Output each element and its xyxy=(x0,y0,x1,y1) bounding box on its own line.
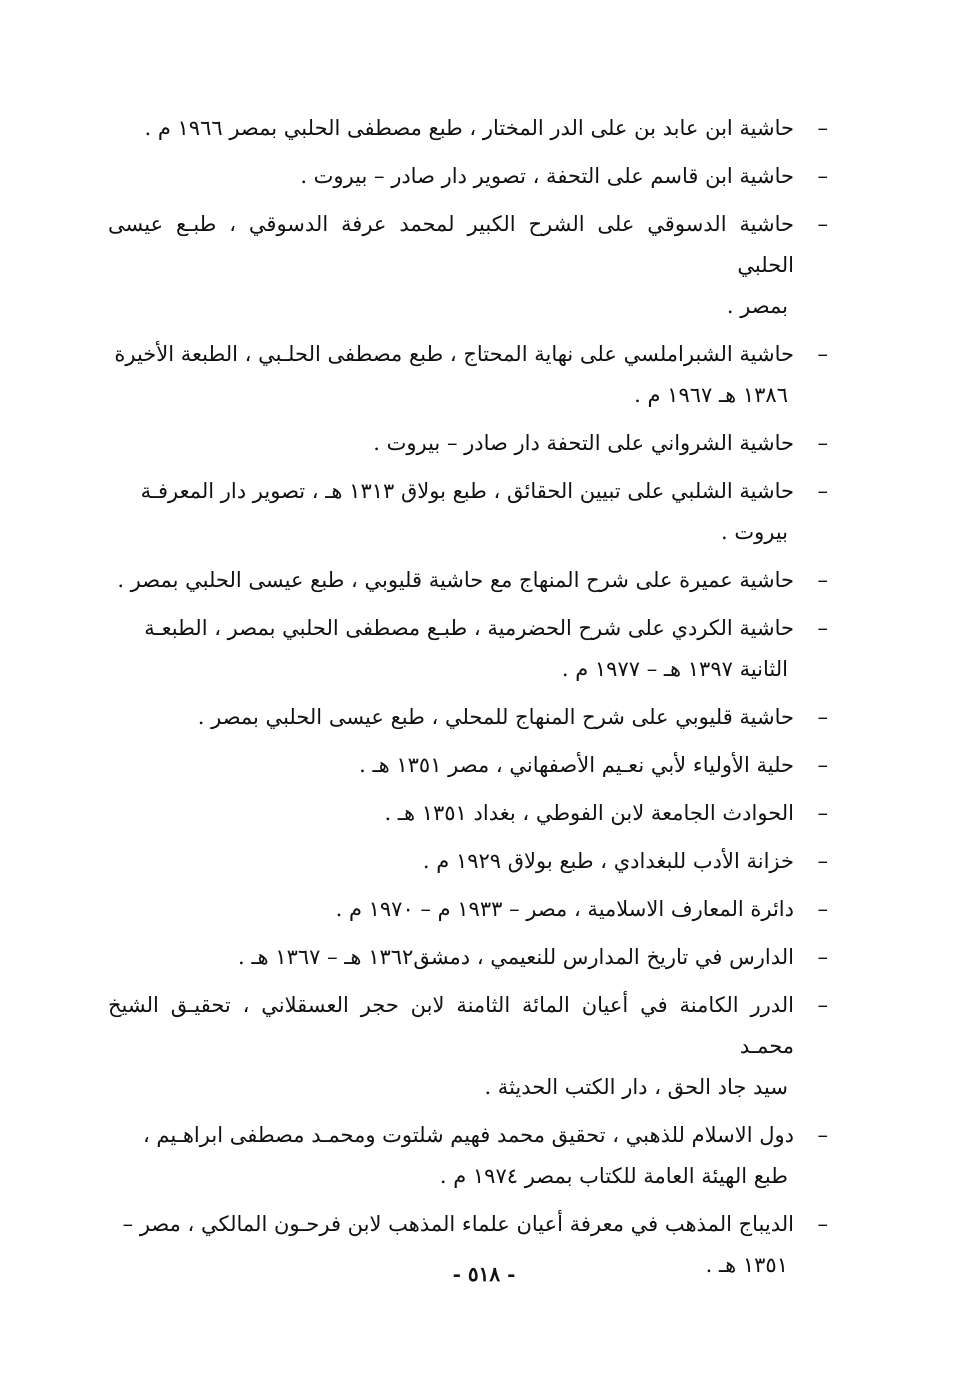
bibliography-entry xyxy=(108,985,828,1108)
entry-line-1: الديباج المذهب في معرفة أعيان علماء المذهب لابن فرحـون المالكي ، مصر – xyxy=(122,1212,794,1236)
entry-line-1: حاشية ابن عابد بن على الدر المختار ، طبع مصطفى الحلبي بمصر ١٩٦٦ م . xyxy=(144,116,794,140)
bibliography-entry xyxy=(108,334,828,416)
bibliography-entry xyxy=(108,1115,828,1197)
bibliography-entry xyxy=(108,937,828,978)
entry-dash: – xyxy=(817,1123,828,1147)
bibliography-entry xyxy=(108,204,828,327)
entry-dash: – xyxy=(817,801,828,825)
entry-line-1: حلية الأولياء لأبي نعـيم الأصفهاني ، مصر ١٣٥١ هـ . xyxy=(359,753,794,777)
bibliography-entry xyxy=(108,841,828,882)
entry-dash: – xyxy=(817,164,828,188)
entry-line-2: ١٣٨٦ هـ ١٩٦٧ م . xyxy=(634,383,788,407)
entry-dash: – xyxy=(817,993,828,1017)
entry-line-1: حاشية الشبراملسي على نهاية المحتاج ، طبع مصطفى الحلـبي ، الطبعة الأخيرة xyxy=(114,342,794,366)
entry-dash: – xyxy=(817,1212,828,1236)
entry-line-1: حاشية قليوبي على شرح المنهاج للمحلي ، طبع عيسى الحلبي بمصر . xyxy=(197,705,794,729)
entry-dash: – xyxy=(817,753,828,777)
entry-dash: – xyxy=(817,849,828,873)
entry-dash: – xyxy=(817,705,828,729)
bibliography-entry xyxy=(108,889,828,930)
entry-line-1: خزانة الأدب للبغدادي ، طبع بولاق ١٩٢٩ م . xyxy=(422,849,794,873)
entry-dash: – xyxy=(817,116,828,140)
entry-line-2: سيد جاد الحق ، دار الكتب الحديثة . xyxy=(484,1075,788,1099)
entry-line-1: الدرر الكامنة في أعيان المائة الثامنة لابن حجر العسقلاني ، تحقيـق الشيخ محمـد xyxy=(108,993,794,1058)
bibliography-list xyxy=(108,108,828,1293)
bibliography-entry xyxy=(108,560,828,601)
entry-line-2: الثانية ١٣٩٧ هـ – ١٩٧٧ م . xyxy=(561,657,788,681)
entry-line-1: حاشية الشلبي على تبيين الحقائق ، طبع بولاق ١٣١٣ هـ ، تصوير دار المعرفـة xyxy=(140,479,794,503)
entry-line-1: الدارس في تاريخ المدارس للنعيمي ، دمشق١٣٦٢ هـ – ١٣٦٧ هـ . xyxy=(238,945,794,969)
entry-line-1: حاشية الكردي على شرح الحضرمية ، طبـع مصطفى الحلبي بمصر ، الطبعـة xyxy=(144,616,794,640)
bibliography-entry xyxy=(108,608,828,690)
entry-line-1: دائرة المعارف الاسلامية ، مصر – ١٩٣٣ م – ١٩٧٠ م . xyxy=(335,897,794,921)
entry-line-2: طبع الهيئة العامة للكتاب بمصر ١٩٧٤ م . xyxy=(439,1164,788,1188)
entry-line-1: حاشية عميرة على شرح المنهاج مع حاشية قليوبي ، طبع عيسى الحلبي بمصر . xyxy=(117,568,794,592)
entry-line-1: الحوادث الجامعة لابن الفوطي ، بغداد ١٣٥١ هـ . xyxy=(384,801,794,825)
bibliography-entry xyxy=(108,793,828,834)
entry-dash: – xyxy=(817,568,828,592)
entry-dash: – xyxy=(817,897,828,921)
entry-dash: – xyxy=(817,479,828,503)
entry-dash: – xyxy=(817,342,828,366)
bibliography-entry xyxy=(108,697,828,738)
bibliography-entry xyxy=(108,156,828,197)
entry-line-1: حاشية الدسوقي على الشرح الكبير لمحمد عرفة الدسوقي ، طبـع عيسى الحلبي xyxy=(108,212,794,277)
entry-line-1: حاشية الشرواني على التحفة دار صادر – بيروت . xyxy=(373,431,794,455)
entry-dash: – xyxy=(817,212,828,236)
entry-dash: – xyxy=(817,945,828,969)
entry-dash: – xyxy=(817,431,828,455)
bibliography-entry xyxy=(108,471,828,553)
entry-dash: – xyxy=(817,616,828,640)
entry-line-1: دول الاسلام للذهبي ، تحقيق محمد فهيم شلتوت ومحمـد مصطفى ابراهـيم ، xyxy=(142,1123,794,1147)
bibliography-entry xyxy=(108,423,828,464)
entry-line-2: بمصر . xyxy=(726,294,788,318)
entry-line-2: بيروت . xyxy=(720,520,788,544)
bibliography-entry xyxy=(108,108,828,149)
page-number: - ٥١٨ - xyxy=(452,1262,516,1286)
entry-line-2: ١٣٥١ هـ . xyxy=(705,1253,788,1277)
entry-line-1: حاشية ابن قاسم على التحفة ، تصوير دار صادر – بيروت . xyxy=(300,164,794,188)
bibliography-entry xyxy=(108,745,828,786)
